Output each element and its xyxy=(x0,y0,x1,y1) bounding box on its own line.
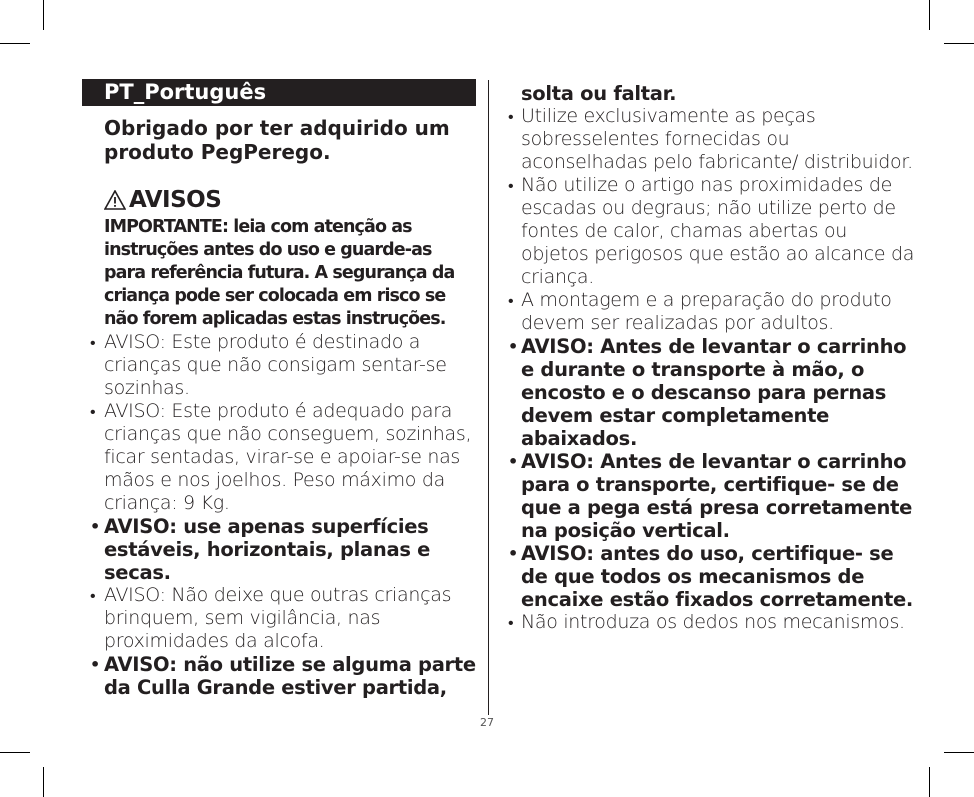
list-item: • AVISO: use apenas superfícies estáveis, horizontais, planas e secas. xyxy=(82,515,476,584)
crop-mark xyxy=(944,43,974,44)
warning-list-right xyxy=(506,105,916,634)
list-item: • AVISO: Antes de levantar o carrinho e durante o transporte à mão, o encosto e o descanso para pernas devem estar completamente abaixados. xyxy=(506,335,916,450)
continued-text: solta ou faltar. xyxy=(521,82,677,105)
crop-mark xyxy=(944,752,974,753)
list-item: • Não introduza os dedos nos mecanismos. xyxy=(506,611,916,634)
thanks-text: Obrigado por ter adquirido um produto PegPerego. xyxy=(104,116,450,164)
list-item: • AVISO: Antes de levantar o carrinho para o transporte, certifique- se de que a pega está presa corretamente na posição vertical. xyxy=(506,450,916,542)
list-item: • AVISO: não utilize se alguma parte da Culla Grande estiver partida, xyxy=(82,653,476,699)
list-item: • AVISO: Este produto é adequado para crianças que não conseguem, sozinhas, ficar sentadas, virar-se e apoiar-se nas mãos e nos joelhos. Peso máximo da criança: 9 Kg. xyxy=(82,400,476,515)
crop-mark xyxy=(0,43,30,44)
important-notice: IMPORTANTE: leia com atenção as instruções antes do uso e guarde-as para referência futura. A segurança da criança pode ser colocada em risco se não forem aplicadas estas instruções. xyxy=(104,217,455,329)
warning-icon xyxy=(104,190,126,210)
crop-mark xyxy=(929,0,930,30)
crop-mark xyxy=(43,0,44,30)
list-item: • AVISO: Este produto é destinado a crianças que não consigam sentar-se sozinhas. xyxy=(82,331,476,400)
left-column xyxy=(82,79,476,699)
crop-mark xyxy=(0,752,30,753)
column-divider xyxy=(488,80,489,715)
language-bar: PT_Português xyxy=(82,79,476,106)
crop-mark xyxy=(929,767,930,797)
list-item: • AVISO: Não deixe que outras crianças brinquem, sem vigilância, nas proximidades da alcofa. xyxy=(82,584,476,653)
list-item: • Não utilize o artigo nas proximidades de escadas ou degraus; não utilize perto de fontes de calor, chamas abertas ou objetos perigosos que estão ao alcance da criança. xyxy=(506,174,916,289)
list-item: • A montagem e a preparação do produto devem ser realizadas por adultos. xyxy=(506,289,916,335)
avisos-heading xyxy=(104,188,476,212)
list-item: • Utilize exclusivamente as peças sobresselentes fornecidas ou aconselhadas pelo fabricante/ distribuidor. xyxy=(506,105,916,174)
page-number: 27 xyxy=(480,716,494,729)
right-column xyxy=(506,82,916,634)
crop-mark xyxy=(43,767,44,797)
list-item: • AVISO: antes do uso, certifique- se de que todos os mecanismos de encaixe estão fixados corretamente. xyxy=(506,542,916,611)
avisos-title: AVISOS xyxy=(129,187,222,213)
warning-list-left xyxy=(82,331,476,699)
